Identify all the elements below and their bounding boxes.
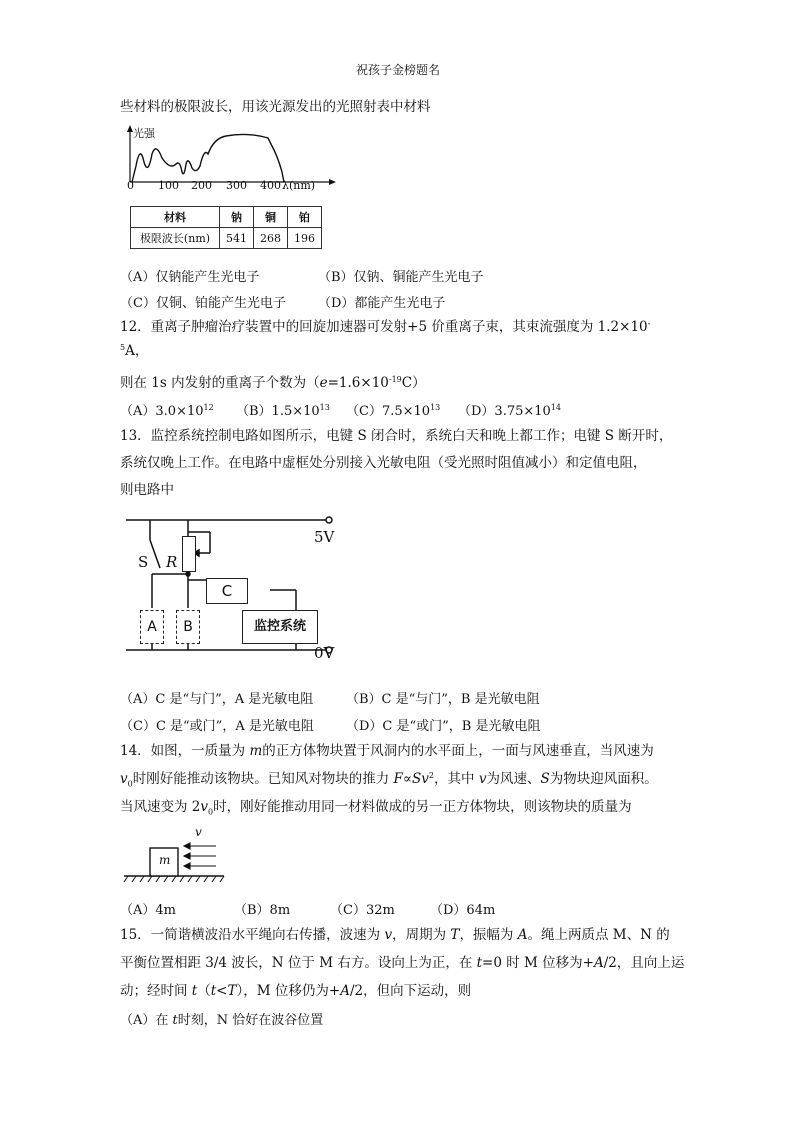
q12-option-a: $(A)3.0\times 10^{12}$ xyxy=(120,403,214,419)
table-header: 材料 xyxy=(131,207,220,228)
spectrum-tick: 400 xyxy=(260,179,281,192)
q12-option-d: $(D)3.75\times 10^{14}$ xyxy=(458,403,561,419)
q13-option-b: （B）C 是“与门”，B 是光敏电阻 xyxy=(346,692,540,707)
q15-line-1: 15．一简谐横波沿水平绳向右传播，波速为 v，周期为 T，振幅为 A。绳上两质点 M、N 的 xyxy=(120,927,670,943)
q12-line-2: $^5$A， xyxy=(120,343,149,359)
q14-option-b: （B）8m xyxy=(234,903,291,918)
resistor-r xyxy=(182,536,196,572)
spectrum-xlabel: λ(nm) xyxy=(282,179,316,192)
table-header: 铜 xyxy=(254,207,288,228)
q13-line-3: 则电路中 xyxy=(120,482,174,498)
table-header: 钠 xyxy=(220,207,254,228)
material-table xyxy=(130,206,322,249)
table-cell: 196 xyxy=(288,228,322,249)
q12-line-3: 则在 1s 内发射的重离子个数为$(e=1.6\times 10^{-19}C)$ xyxy=(120,375,426,391)
box-b: B xyxy=(176,610,200,644)
monitor-system: 监控系统 xyxy=(242,610,318,644)
c-gate: C xyxy=(206,578,248,604)
q11-option-d: （D）都能产生光电子 xyxy=(318,296,446,311)
q14-line-3: 当风速变为 $2v_0$时，刚好能推动用同一材料做成的另一正方体物块，则该物块的质量为 xyxy=(120,799,632,817)
table-cell: 541 xyxy=(220,228,254,249)
voltage-top: 5V xyxy=(314,528,335,546)
q14-option-a: （A）4m xyxy=(120,903,176,918)
q14-line-1: 14．如图，一质量为 m的正方体物块置于风洞内的水平面上，一面与风速垂直，当风速为 xyxy=(120,743,654,759)
q14-option-c: （C）32m xyxy=(330,903,395,918)
intro-line: 些材料的极限波长，用该光源发出的光照射表中材料 xyxy=(120,99,431,115)
q12-option-c: $(C)7.5\times 10^{13}$ xyxy=(346,403,441,419)
spectrum-ylabel: 光强 xyxy=(133,127,155,140)
spectrum-tick: 300 xyxy=(226,179,247,192)
q11-option-a: （A）仅钠能产生光电子 xyxy=(120,270,260,285)
table-header: 铂 xyxy=(288,207,322,228)
box-a: A xyxy=(140,610,164,644)
q15-line-2: 平衡位置相距 3/4 波长，N 位于 M 右方。设向上为正，在 t=0 时 M 位移为+A/2，且向上运 xyxy=(120,955,685,971)
block-m-label: m xyxy=(159,853,171,867)
q13-line-2: 系统仅晚上工作。在电路中虚框处分别接入光敏电阻（受光照时阻值减小）和定值电阻， xyxy=(120,455,647,471)
q15-line-3: 动；经时间 t（t<T），M 位移仍为+A/2，但向下运动，则 xyxy=(120,983,472,999)
q13-option-a: （A）C 是“与门”，A 是光敏电阻 xyxy=(120,692,314,707)
q13-option-c: （C）C 是“或门”，A 是光敏电阻 xyxy=(120,719,314,734)
table-row-label: 极限波长(nm) xyxy=(131,228,220,249)
wind-v-label: v xyxy=(195,825,202,839)
q14-line-2: $v_0$时刚好能推动该物块。已知风对物块的推力 $F\propto Sv^2$，其中 v为风速、S为物块迎风面积。 xyxy=(120,771,658,789)
q13-line-1: 13．监控系统控制电路如图所示，电键 S 闭合时，系统白天和晚上都工作；电键 S 断开时， xyxy=(120,428,673,444)
voltage-bottom: 0V xyxy=(314,644,335,662)
s-label: S xyxy=(138,553,149,571)
q11-option-b: （B）仅钠、铜能产生光电子 xyxy=(318,270,484,285)
q11-option-c: （C）仅铜、铂能产生光电子 xyxy=(120,296,286,311)
q14-option-d: （D）64m xyxy=(430,903,496,918)
spectrum-tick: 0 xyxy=(127,179,134,192)
table-cell: 268 xyxy=(254,228,288,249)
spectrum-tick: 200 xyxy=(191,179,212,192)
q12-line-1: 12．重离子肿瘤治疗装置中的回旋加速器可发射+5 价重离子束，其束流强度为 1.2×10- xyxy=(120,319,651,335)
page-header: 祝孩子金榜题名 xyxy=(356,63,441,77)
spectrum-tick: 100 xyxy=(158,179,179,192)
r-label: R xyxy=(166,553,178,571)
q12-option-b: $(B)1.5\times 10^{13}$ xyxy=(236,403,330,419)
wind-tunnel-figure xyxy=(120,822,230,888)
q15-option-a: （A）在 t时刻，N 恰好在波谷位置 xyxy=(120,1013,324,1028)
q13-option-d: （D）C 是“或门”，B 是光敏电阻 xyxy=(346,719,541,734)
